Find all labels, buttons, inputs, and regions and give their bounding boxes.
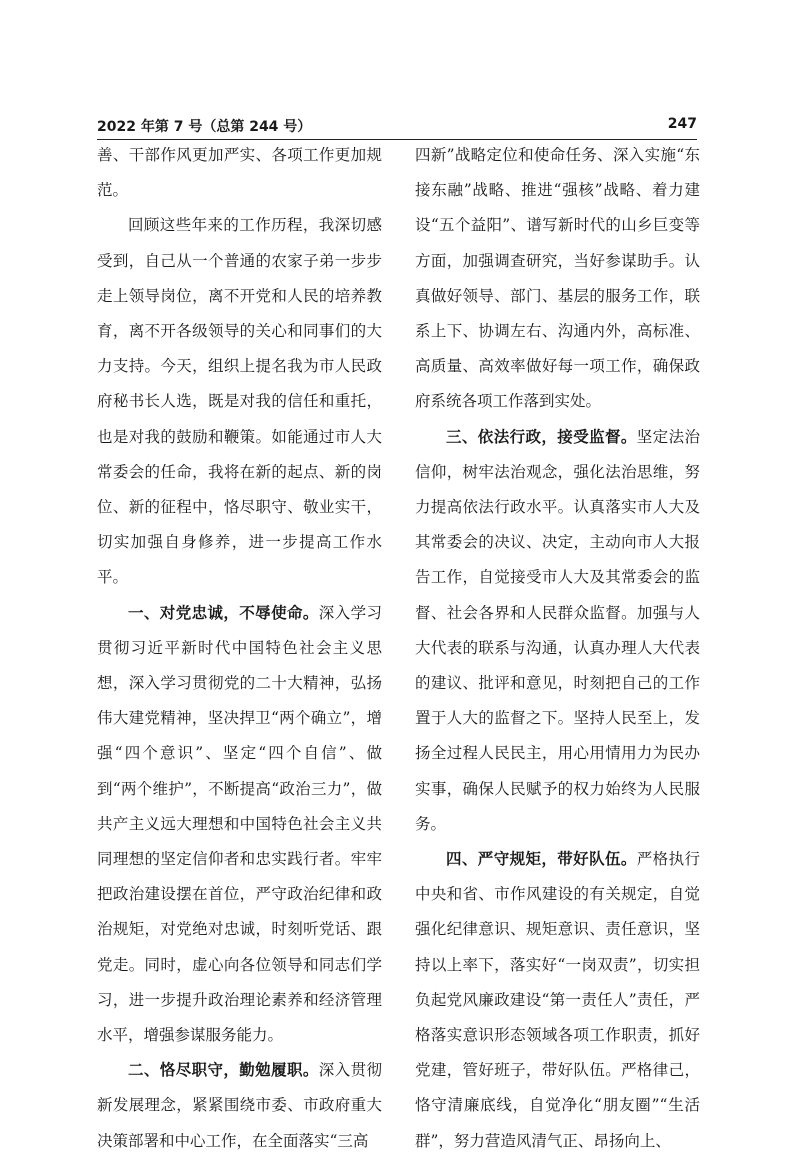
section-heading-4: 四、严守规矩，带好队伍。 bbox=[446, 850, 637, 869]
right-column bbox=[415, 138, 700, 1159]
paragraph-law bbox=[415, 420, 700, 842]
section-heading-1: 一、对党忠诚，不辱使命。 bbox=[128, 603, 319, 622]
paragraph-continued: 善、干部作风更加严实、各项工作更加规范。 bbox=[97, 146, 382, 200]
section-heading-2: 二、恪尽职守，勤勉履职。 bbox=[128, 1061, 319, 1080]
section-body-2: 深入贯彻新发展理念，紧紧围绕市委、市政府重大决策部署和中心工作，在全面落实“三高 bbox=[97, 1061, 382, 1150]
paragraph-continued-right: 四新”战略定位和使命任务、深入实施“东接东融”战略、推进“强核”战略、着力建设“五个益阳”、谱写新时代的山乡巨变等方面，加强调查研究，当好参谋助手。认真做好领导、部门、基层的服务工作，联系上下、协调左右、沟通内外，高标准、高质量、高效率做好每一项工作，确保政府系统各项工作落到实处。 bbox=[415, 146, 700, 411]
left-column bbox=[97, 138, 382, 1159]
issue-label: 2022 年第 7 号（总第 244 号） bbox=[97, 119, 312, 135]
paragraph-review: 回顾这些年来的工作历程，我深切感受到，自己从一个普通的农家子弟一步步走上领导岗位，离不开党和人民的培养教育，离不开各级领导的关心和同事们的大力支持。今天，组织上提名我为市人民政府秘书长人选，既是对我的信任和重托，也是对我的鼓励和鞭策。如能通过市人大常委会的任命，我将在新的起点、新的岗位、新的征程中，恪尽职守、敬业实干，切实加强自身修养，进一步提高工作水平。 bbox=[97, 216, 382, 587]
section-heading-3: 三、依法行政，接受监督。 bbox=[446, 427, 637, 446]
page-number: 247 bbox=[667, 116, 697, 132]
running-header bbox=[97, 116, 697, 138]
paragraph-loyalty bbox=[97, 596, 382, 1054]
paragraph-rules bbox=[415, 842, 700, 1159]
paragraph-duty bbox=[97, 1053, 382, 1159]
section-body-1: 深入学习贯彻习近平新时代中国特色社会主义思想，深入学习贯彻党的二十大精神，弘扬伟大建党精神，坚决捍卫“两个确立”，增强“四个意识”、坚定“四个自信”、做到“两个维护”，不断提高“政治三力”，做共产主义远大理想和中国特色社会主义共同理想的坚定信仰者和忠实践行者。牢牢把政治建设摆在首位，严守政治纪律和政治规矩，对党绝对忠诚，时刻听党话、跟党走。同时，虚心向各位领导和同志们学习，进一步提升政治理论素养和经济管理水平，增强参谋服务能力。 bbox=[97, 603, 382, 1045]
section-body-3: 坚定法治信仰，树牢法治观念，强化法治思维，努力提高依法行政水平。认真落实市人大及其常委会的决议、决定，主动向市人大报告工作，自觉接受市人大及其常委会的监督、社会各界和人民群众监督。加强与人大代表的联系与沟通，认真办理人大代表的建议、批评和意见，时刻把自己的工作置于人大的监督之下。坚持人民至上，发扬全过程人民民主，用心用情用力为民办实事，确保人民赋予的权力始终为人民服务。 bbox=[415, 427, 700, 833]
section-body-4: 严格执行中央和省、市作风建设的有关规定，自觉强化纪律意识、规矩意识、责任意识，坚持以上率下，落实好“一岗双责”，切实担负起党风廉政建设“第一责任人”责任，严格落实意识形态领域各项工作职责，抓好党建，管好班子，带好队伍。严格律己，恪守清廉底线，自觉净化“朋友圈”“生活群”，努力营造风清气正、昂扬向上、 bbox=[415, 850, 700, 1150]
